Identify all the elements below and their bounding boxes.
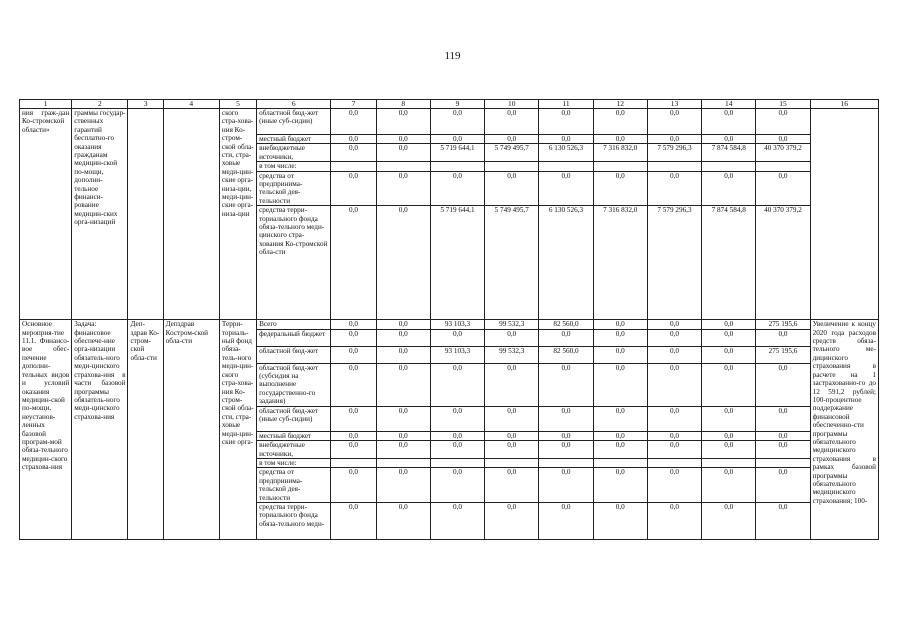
measure-name-cell: ния граж-дан Ко-стромской области»: [20, 109, 72, 320]
amount-cell: 0,0: [376, 144, 430, 162]
amount-cell: 0,0: [702, 468, 756, 503]
amount-cell: 0,0: [331, 346, 376, 363]
amount-cell: 0,0: [376, 468, 430, 503]
amount-cell: 0,0: [647, 406, 701, 431]
amount-cell: [376, 162, 430, 171]
amount-cell: 0,0: [702, 135, 756, 144]
amount-cell: 0,0: [593, 346, 647, 363]
amount-cell: 0,0: [331, 363, 376, 406]
participant-cell: Терри-ториаль-ный фонд обяза-тель-ного меди-цин-ского стра-хова-ния Ко-стром-ской обла-сти, стра-ховые меди-цин-ские орга-: [219, 320, 256, 540]
amount-cell: 0,0: [756, 171, 810, 206]
executor-cell: [128, 109, 163, 320]
measure-name-cell: Основное мероприя-тие 11.1. Финансо-вое обес-печение дополни-тельных видов и условий оказания медицин-ской по-мощи, неустанов-ленных базовой програм-мой обяза-тельного медицин-ского страхова-ния: [20, 320, 72, 540]
amount-cell: 0,0: [756, 431, 810, 440]
column-header: 15: [756, 100, 810, 109]
amount-cell: 0,0: [593, 320, 647, 329]
amount-cell: 0,0: [593, 109, 647, 135]
amount-cell: 0,0: [430, 109, 484, 135]
amount-cell: 0,0: [331, 468, 376, 503]
column-header: 11: [539, 100, 593, 109]
amount-cell: 0,0: [331, 144, 376, 162]
amount-cell: 0,0: [593, 431, 647, 440]
amount-cell: 0,0: [539, 406, 593, 431]
amount-cell: 0,0: [593, 441, 647, 459]
amount-cell: 0,0: [593, 171, 647, 206]
header-row: [20, 100, 879, 109]
amount-cell: 0,0: [485, 406, 539, 431]
amount-cell: 6 130 526,3: [539, 206, 593, 320]
amount-cell: 7 316 832,0: [593, 206, 647, 320]
funding-source-cell: федеральный бюджет: [257, 329, 331, 346]
column-header: 14: [702, 100, 756, 109]
amount-cell: 0,0: [485, 441, 539, 459]
column-header: 6: [257, 100, 331, 109]
amount-cell: 0,0: [647, 346, 701, 363]
task-cell: граммы государ-ственных гарантий бесплатно-го оказания гражданам медицин-ской по-мощи, дополни-тельное финанси-рование медицин-ских орга-низаций: [72, 109, 128, 320]
amount-cell: [376, 458, 430, 467]
amount-cell: 0,0: [647, 363, 701, 406]
column-header: 12: [593, 100, 647, 109]
amount-cell: 0,0: [647, 502, 701, 539]
amount-cell: 0,0: [430, 468, 484, 503]
amount-cell: 0,0: [485, 329, 539, 346]
amount-cell: 5 719 644,1: [430, 206, 484, 320]
amount-cell: [539, 458, 593, 467]
amount-cell: 0,0: [376, 346, 430, 363]
amount-cell: 275 195,6: [756, 320, 810, 329]
amount-cell: 0,0: [756, 363, 810, 406]
funding-source-cell: внебюджетные источники,: [257, 441, 331, 459]
amount-cell: 0,0: [539, 431, 593, 440]
amount-cell: 0,0: [376, 431, 430, 440]
amount-cell: 0,0: [485, 109, 539, 135]
amount-cell: 0,0: [430, 171, 484, 206]
amount-cell: 0,0: [430, 363, 484, 406]
column-header: 16: [810, 100, 878, 109]
funding-source-cell: в том числе:: [257, 458, 331, 467]
amount-cell: [756, 162, 810, 171]
participant-cell: ского стра-хова-ния Ко-стром-ской обла-сти, стра-ховые меди-цин-ские орга-низа-ции, меди-цин-ские орга-низа-ции: [219, 109, 256, 320]
column-header: 2: [72, 100, 128, 109]
amount-cell: 0,0: [376, 406, 430, 431]
amount-cell: 5 749 495,7: [485, 206, 539, 320]
amount-cell: 0,0: [539, 135, 593, 144]
amount-cell: 0,0: [485, 171, 539, 206]
amount-cell: 5 719 644,1: [430, 144, 484, 162]
amount-cell: 0,0: [647, 431, 701, 440]
column-header: 3: [128, 100, 163, 109]
amount-cell: 0,0: [485, 363, 539, 406]
amount-cell: 7 874 584,8: [702, 206, 756, 320]
amount-cell: 0,0: [702, 502, 756, 539]
executor-cell: Деп-здрав Ко-стром-ской обла-сти: [128, 320, 163, 540]
amount-cell: 0,0: [331, 441, 376, 459]
funding-source-cell: местный бюджет: [257, 431, 331, 440]
amount-cell: 0,0: [430, 406, 484, 431]
amount-cell: [331, 458, 376, 467]
column-header: 5: [219, 100, 256, 109]
amount-cell: 0,0: [593, 406, 647, 431]
amount-cell: 0,0: [376, 135, 430, 144]
funding-source-cell: областной бюд-жет (иные суб-сидии): [257, 109, 331, 135]
amount-cell: [485, 458, 539, 467]
amount-cell: 7 579 296,3: [647, 144, 701, 162]
amount-cell: [430, 458, 484, 467]
funding-source-cell: областной бюд-жет: [257, 346, 331, 363]
amount-cell: 0,0: [485, 502, 539, 539]
amount-cell: [593, 458, 647, 467]
amount-cell: 0,0: [647, 320, 701, 329]
amount-cell: 0,0: [756, 441, 810, 459]
amount-cell: [331, 162, 376, 171]
funding-source-cell: областной бюд-жет (иные суб-сидии): [257, 406, 331, 431]
coexecutor-cell: [163, 109, 219, 320]
amount-cell: 0,0: [702, 431, 756, 440]
amount-cell: 0,0: [647, 329, 701, 346]
amount-cell: 0,0: [702, 346, 756, 363]
amount-cell: 0,0: [485, 431, 539, 440]
amount-cell: 0,0: [331, 320, 376, 329]
amount-cell: 0,0: [376, 502, 430, 539]
amount-cell: 0,0: [756, 502, 810, 539]
amount-cell: [702, 162, 756, 171]
amount-cell: 0,0: [430, 441, 484, 459]
funding-source-cell: Всего: [257, 320, 331, 329]
amount-cell: 0,0: [702, 171, 756, 206]
amount-cell: 0,0: [647, 468, 701, 503]
amount-cell: 0,0: [376, 329, 430, 346]
amount-cell: 0,0: [539, 441, 593, 459]
amount-cell: 0,0: [756, 406, 810, 431]
amount-cell: 5 749 495,7: [485, 144, 539, 162]
amount-cell: 0,0: [331, 135, 376, 144]
amount-cell: 0,0: [593, 363, 647, 406]
amount-cell: [430, 162, 484, 171]
column-header: 10: [485, 100, 539, 109]
column-header: 9: [430, 100, 484, 109]
amount-cell: 0,0: [430, 329, 484, 346]
amount-cell: 0,0: [539, 329, 593, 346]
column-header: 4: [163, 100, 219, 109]
funding-source-cell: областной бюд-жет (субсидия на выполнение государственно-го задания): [257, 363, 331, 406]
amount-cell: [702, 458, 756, 467]
amount-cell: 0,0: [539, 363, 593, 406]
table-row: [20, 109, 879, 135]
amount-cell: 0,0: [647, 135, 701, 144]
amount-cell: 0,0: [376, 109, 430, 135]
amount-cell: 7 316 832,0: [593, 144, 647, 162]
amount-cell: 0,0: [376, 320, 430, 329]
amount-cell: 82 560,0: [539, 320, 593, 329]
amount-cell: 0,0: [593, 135, 647, 144]
column-header: 7: [331, 100, 376, 109]
amount-cell: 99 532,3: [485, 320, 539, 329]
amount-cell: 93 103,3: [430, 320, 484, 329]
amount-cell: 0,0: [756, 329, 810, 346]
amount-cell: 0,0: [539, 502, 593, 539]
expected-result-cell: [810, 109, 878, 320]
amount-cell: [485, 162, 539, 171]
amount-cell: 0,0: [331, 171, 376, 206]
amount-cell: 0,0: [331, 109, 376, 135]
budget-table: [19, 99, 879, 540]
amount-cell: 0,0: [593, 329, 647, 346]
amount-cell: 0,0: [376, 171, 430, 206]
column-header: 13: [647, 100, 701, 109]
task-cell: Задача: финансовое обеспече-ние орга-низации обязатель-ного меди-цинского страхова-ния в части базовой программы обязатель-ного меди-цинского страхова-ния: [72, 320, 128, 540]
column-header: 8: [376, 100, 430, 109]
amount-cell: 40 370 379,2: [756, 144, 810, 162]
amount-cell: 0,0: [647, 441, 701, 459]
amount-cell: 0,0: [430, 135, 484, 144]
amount-cell: 0,0: [376, 206, 430, 320]
amount-cell: 82 560,0: [539, 346, 593, 363]
amount-cell: [647, 162, 701, 171]
funding-source-cell: внебюджетные источники,: [257, 144, 331, 162]
amount-cell: 0,0: [756, 109, 810, 135]
amount-cell: 0,0: [647, 171, 701, 206]
funding-source-cell: средства терри-ториального фонда обяза-тельного меди-: [257, 502, 331, 539]
amount-cell: 0,0: [331, 206, 376, 320]
amount-cell: 0,0: [430, 502, 484, 539]
funding-source-cell: местный бюджет: [257, 135, 331, 144]
amount-cell: 0,0: [702, 320, 756, 329]
amount-cell: 0,0: [430, 431, 484, 440]
funding-source-cell: в том числе:: [257, 162, 331, 171]
amount-cell: 0,0: [485, 135, 539, 144]
amount-cell: 275 195,6: [756, 346, 810, 363]
coexecutor-cell: Депздрав Костром-ской обла-сти: [163, 320, 219, 540]
amount-cell: 7 579 296,3: [647, 206, 701, 320]
amount-cell: 0,0: [376, 441, 430, 459]
amount-cell: 0,0: [756, 468, 810, 503]
amount-cell: 0,0: [756, 135, 810, 144]
amount-cell: 0,0: [702, 329, 756, 346]
amount-cell: [593, 162, 647, 171]
amount-cell: 6 130 526,3: [539, 144, 593, 162]
amount-cell: 0,0: [331, 329, 376, 346]
page-number: 119: [444, 50, 461, 62]
amount-cell: 93 103,3: [430, 346, 484, 363]
column-header: 1: [20, 100, 72, 109]
amount-cell: 0,0: [331, 502, 376, 539]
amount-cell: 0,0: [593, 502, 647, 539]
amount-cell: 0,0: [539, 109, 593, 135]
expected-result-cell: Увеличение к концу 2020 года расходов средств обяза-тельного ме-дицинского страхования в расчете на 1 застрахованно-го до 12 591,2 рублей; 100-процентное поддержание финансовой обеспеченно-сти программы обязательного медицинского страхования в рамках базовой программы обязательного медицинского страхования; 100-: [810, 320, 878, 540]
amount-cell: [539, 162, 593, 171]
funding-source-cell: средства терри-ториального фонда обяза-тельного меди-цинского стра-хования Ко-стромской обла-сти: [257, 206, 331, 320]
amount-cell: 0,0: [331, 406, 376, 431]
amount-cell: 0,0: [647, 109, 701, 135]
amount-cell: 0,0: [539, 468, 593, 503]
amount-cell: 0,0: [702, 109, 756, 135]
amount-cell: 0,0: [485, 468, 539, 503]
amount-cell: [647, 458, 701, 467]
amount-cell: 7 874 584,8: [702, 144, 756, 162]
funding-source-cell: средства от предпринима-тельской дея-тельности: [257, 468, 331, 503]
amount-cell: 99 532,3: [485, 346, 539, 363]
amount-cell: 0,0: [539, 171, 593, 206]
amount-cell: 0,0: [702, 363, 756, 406]
table-row: [20, 320, 879, 329]
amount-cell: 0,0: [593, 468, 647, 503]
amount-cell: 0,0: [702, 406, 756, 431]
amount-cell: 0,0: [702, 441, 756, 459]
amount-cell: [756, 458, 810, 467]
amount-cell: 40 370 379,2: [756, 206, 810, 320]
amount-cell: 0,0: [376, 363, 430, 406]
amount-cell: 0,0: [331, 431, 376, 440]
funding-source-cell: средства от предпринима-тельской дея-тельности: [257, 171, 331, 206]
